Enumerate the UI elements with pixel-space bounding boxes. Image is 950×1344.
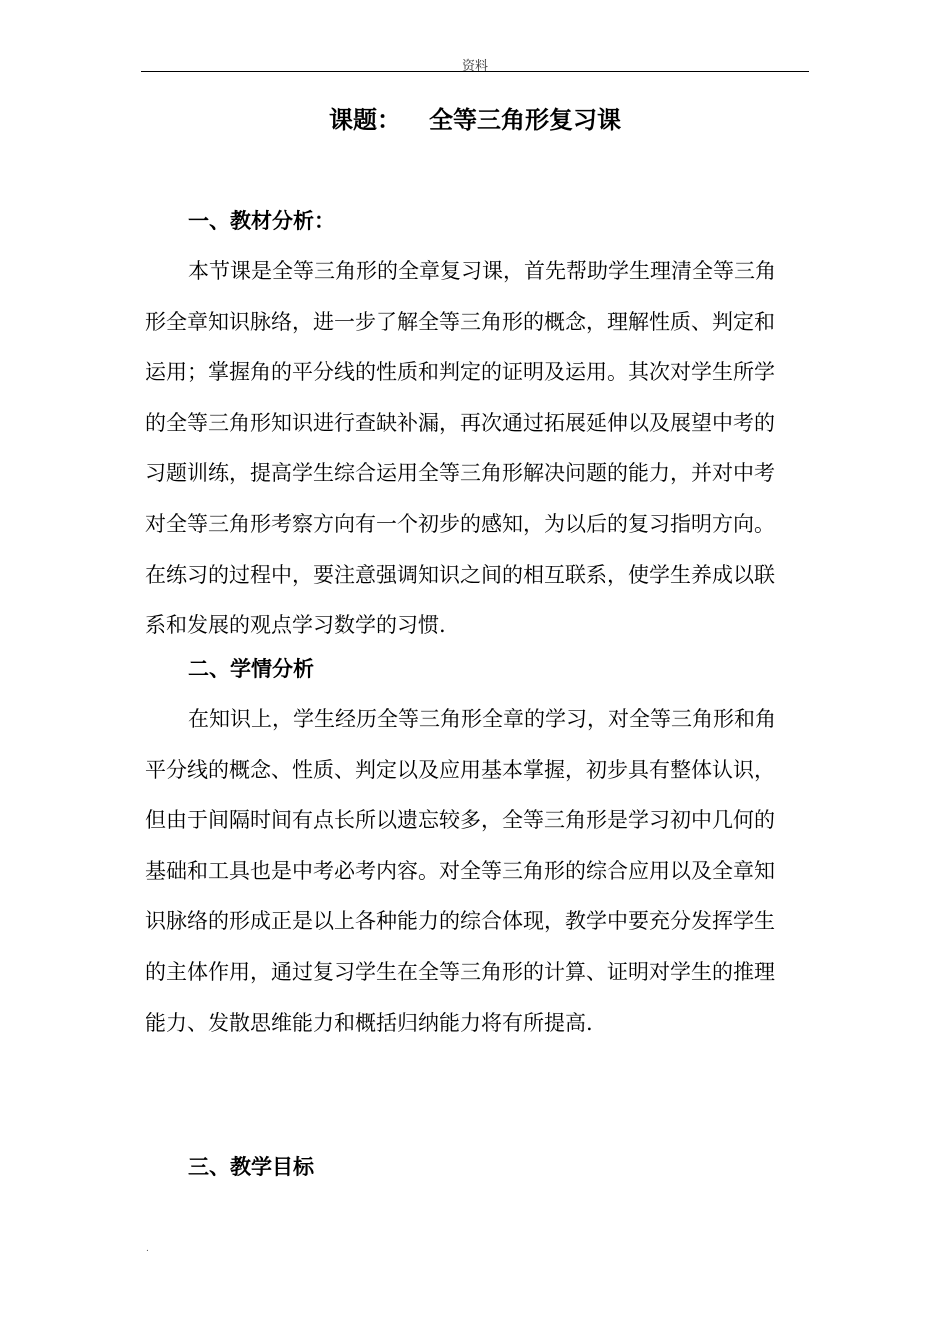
paragraph-line: 在知识上，学生经历全等三角形全章的学习，对全等三角形和角 (188, 707, 776, 731)
paragraph-line: 系和发展的观点学习数学的习惯. (145, 613, 446, 638)
paragraph-line: 在练习的过程中，要注意强调知识之间的相互联系，使学生养成以联 (145, 562, 775, 587)
paragraph-line: 的主体作用，通过复习学生在全等三角形的计算、证明对学生的推理 (145, 959, 775, 984)
section-heading-2: 二、学情分析 (188, 656, 314, 681)
section-heading-1: 一、教材分析： (188, 208, 335, 233)
footer-mark: . (146, 1244, 149, 1254)
paragraph-line: 基础和工具也是中考必考内容。对全等三角形的综合应用以及全章知 (145, 858, 775, 883)
paragraph-line: 形全章知识脉络，进一步了解全等三角形的概念，理解性质、判定和 (145, 309, 775, 334)
section-paragraph-2 (145, 694, 820, 1048)
header-divider (141, 71, 809, 72)
section-paragraph-1 (145, 246, 820, 651)
paragraph-line: 运用；掌握角的平分线的性质和判定的证明及运用。其次对学生所学 (145, 360, 775, 385)
paragraph-line: 识脉络的形成正是以上各种能力的综合体现，教学中要充分发挥学生 (145, 909, 775, 934)
paragraph-line: 习题训练，提高学生综合运用全等三角形解决问题的能力，并对中考 (145, 461, 775, 486)
paragraph-line: 对全等三角形考察方向有一个初步的感知，为以后的复习指明方向。 (145, 511, 775, 536)
title-text: 全等三角形复习课 (429, 105, 621, 134)
document-title (0, 100, 950, 135)
paragraph-line: 但由于间隔时间有点长所以遗忘较多，全等三角形是学习初中几何的 (145, 808, 775, 833)
paragraph-line: 能力、发散思维能力和概括归纳能力将有所提高. (145, 1010, 593, 1035)
paragraph-line: 平分线的概念、性质、判定以及应用基本掌握，初步具有整体认识， (145, 757, 775, 782)
paragraph-line: 本节课是全等三角形的全章复习课，首先帮助学生理清全等三角 (188, 259, 776, 283)
title-prefix: 课题： (329, 105, 401, 134)
page-header-label: 资料 (461, 59, 488, 74)
section-heading-3: 三、教学目标 (188, 1154, 314, 1179)
paragraph-line: 的全等三角形知识进行查缺补漏，再次通过拓展延伸以及展望中考的 (145, 410, 775, 435)
